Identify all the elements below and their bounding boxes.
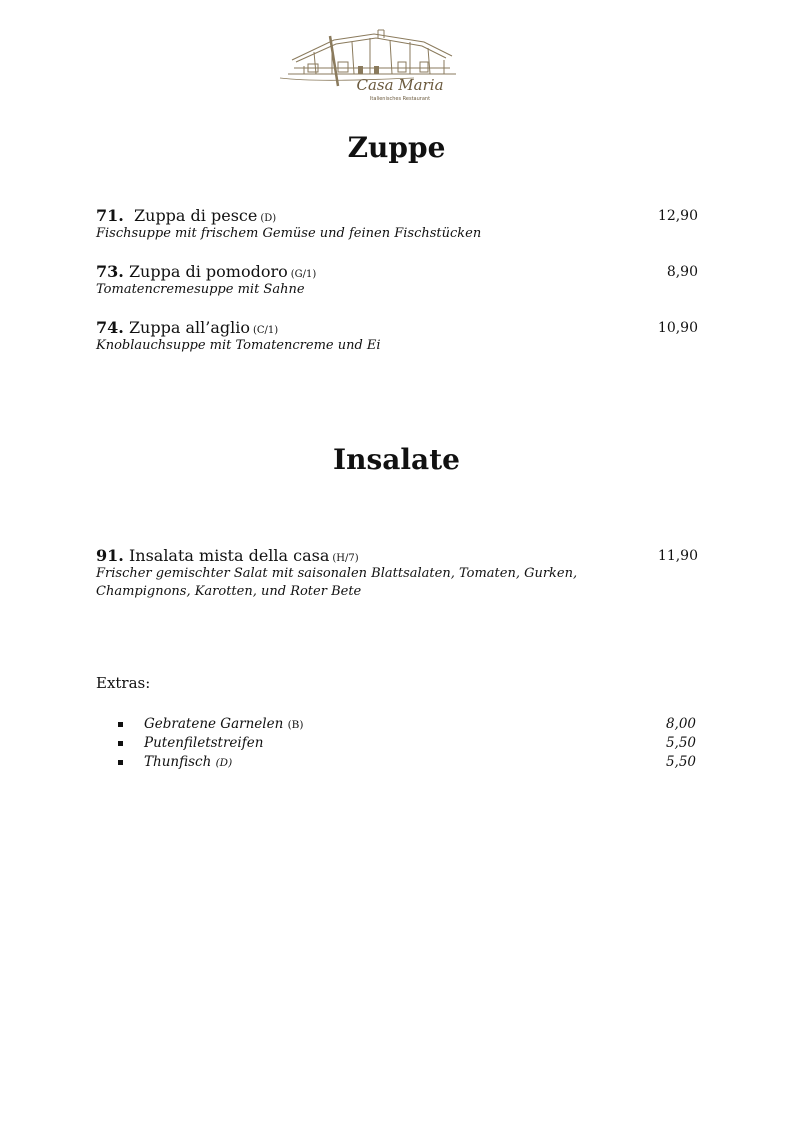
item-name-line [96, 262, 316, 281]
bullet-icon [118, 760, 123, 765]
menu-item [96, 205, 698, 243]
menu-item [96, 545, 698, 601]
extra-price: 8,00 [665, 716, 696, 732]
item-name: Insalata mista della casa [128, 546, 330, 565]
item-number: 74. [96, 318, 124, 337]
item-allergen: (G/1) [290, 269, 317, 280]
bullet-icon [118, 722, 123, 727]
item-price: 12,90 [657, 208, 698, 224]
item-name-line [96, 318, 278, 337]
item-description: Tomatencremesuppe mit Sahne [96, 282, 305, 297]
extra-name-line [144, 753, 232, 773]
item-description: Knoblauchsuppe mit Tomatencreme und Ei [96, 338, 381, 353]
section-title-insalate: Insalate [333, 443, 460, 476]
extras-title: Extras: [96, 674, 151, 692]
section-title-zuppe: Zuppe [347, 131, 446, 164]
item-number: 71. [96, 206, 124, 225]
extra-price: 5,50 [665, 754, 696, 770]
item-number: 91. [96, 546, 124, 565]
logo-tagline-text: Italienisches Restaurant [369, 96, 431, 102]
item-price: 8,90 [666, 264, 698, 280]
extra-allergen: (D) [215, 757, 233, 769]
extra-name: Thunfisch [144, 754, 212, 770]
extra-price: 5,50 [665, 735, 696, 751]
menu-item [96, 317, 698, 355]
item-name: Zuppa di pesce [134, 206, 258, 225]
list-item [118, 715, 696, 734]
item-description: Frischer gemischter Salat mit saisonalen Blattsalaten, Tomaten, Gurken, Champignons, Karotten, und Roter Bete [96, 566, 578, 599]
restaurant-logo [274, 26, 466, 104]
list-item [118, 734, 696, 753]
extra-name: Gebratene Garnelen [144, 716, 284, 732]
item-name: Zuppa all’aglio [128, 318, 250, 337]
item-name-line [96, 206, 276, 225]
house-logo-icon [274, 26, 466, 104]
item-allergen: (D) [260, 213, 277, 224]
extra-allergen: (B) [287, 719, 304, 731]
logo-brand-text: Casa Maria [356, 76, 444, 94]
item-name-line [96, 546, 359, 565]
extra-name: Putenfiletstreifen [144, 735, 264, 751]
extra-name-line [144, 715, 304, 735]
item-number: 73. [96, 262, 124, 281]
item-price: 11,90 [657, 548, 698, 564]
bullet-icon [118, 741, 123, 746]
item-allergen: (H/7) [332, 553, 359, 564]
item-description: Fischsuppe mit frischem Gemüse und feinen Fischstücken [96, 226, 482, 241]
extras-list [118, 715, 696, 772]
item-price: 10,90 [657, 320, 698, 336]
list-item [118, 753, 696, 772]
menu-item [96, 261, 698, 299]
item-allergen: (C/1) [252, 325, 279, 336]
item-name: Zuppa di pomodoro [128, 262, 288, 281]
